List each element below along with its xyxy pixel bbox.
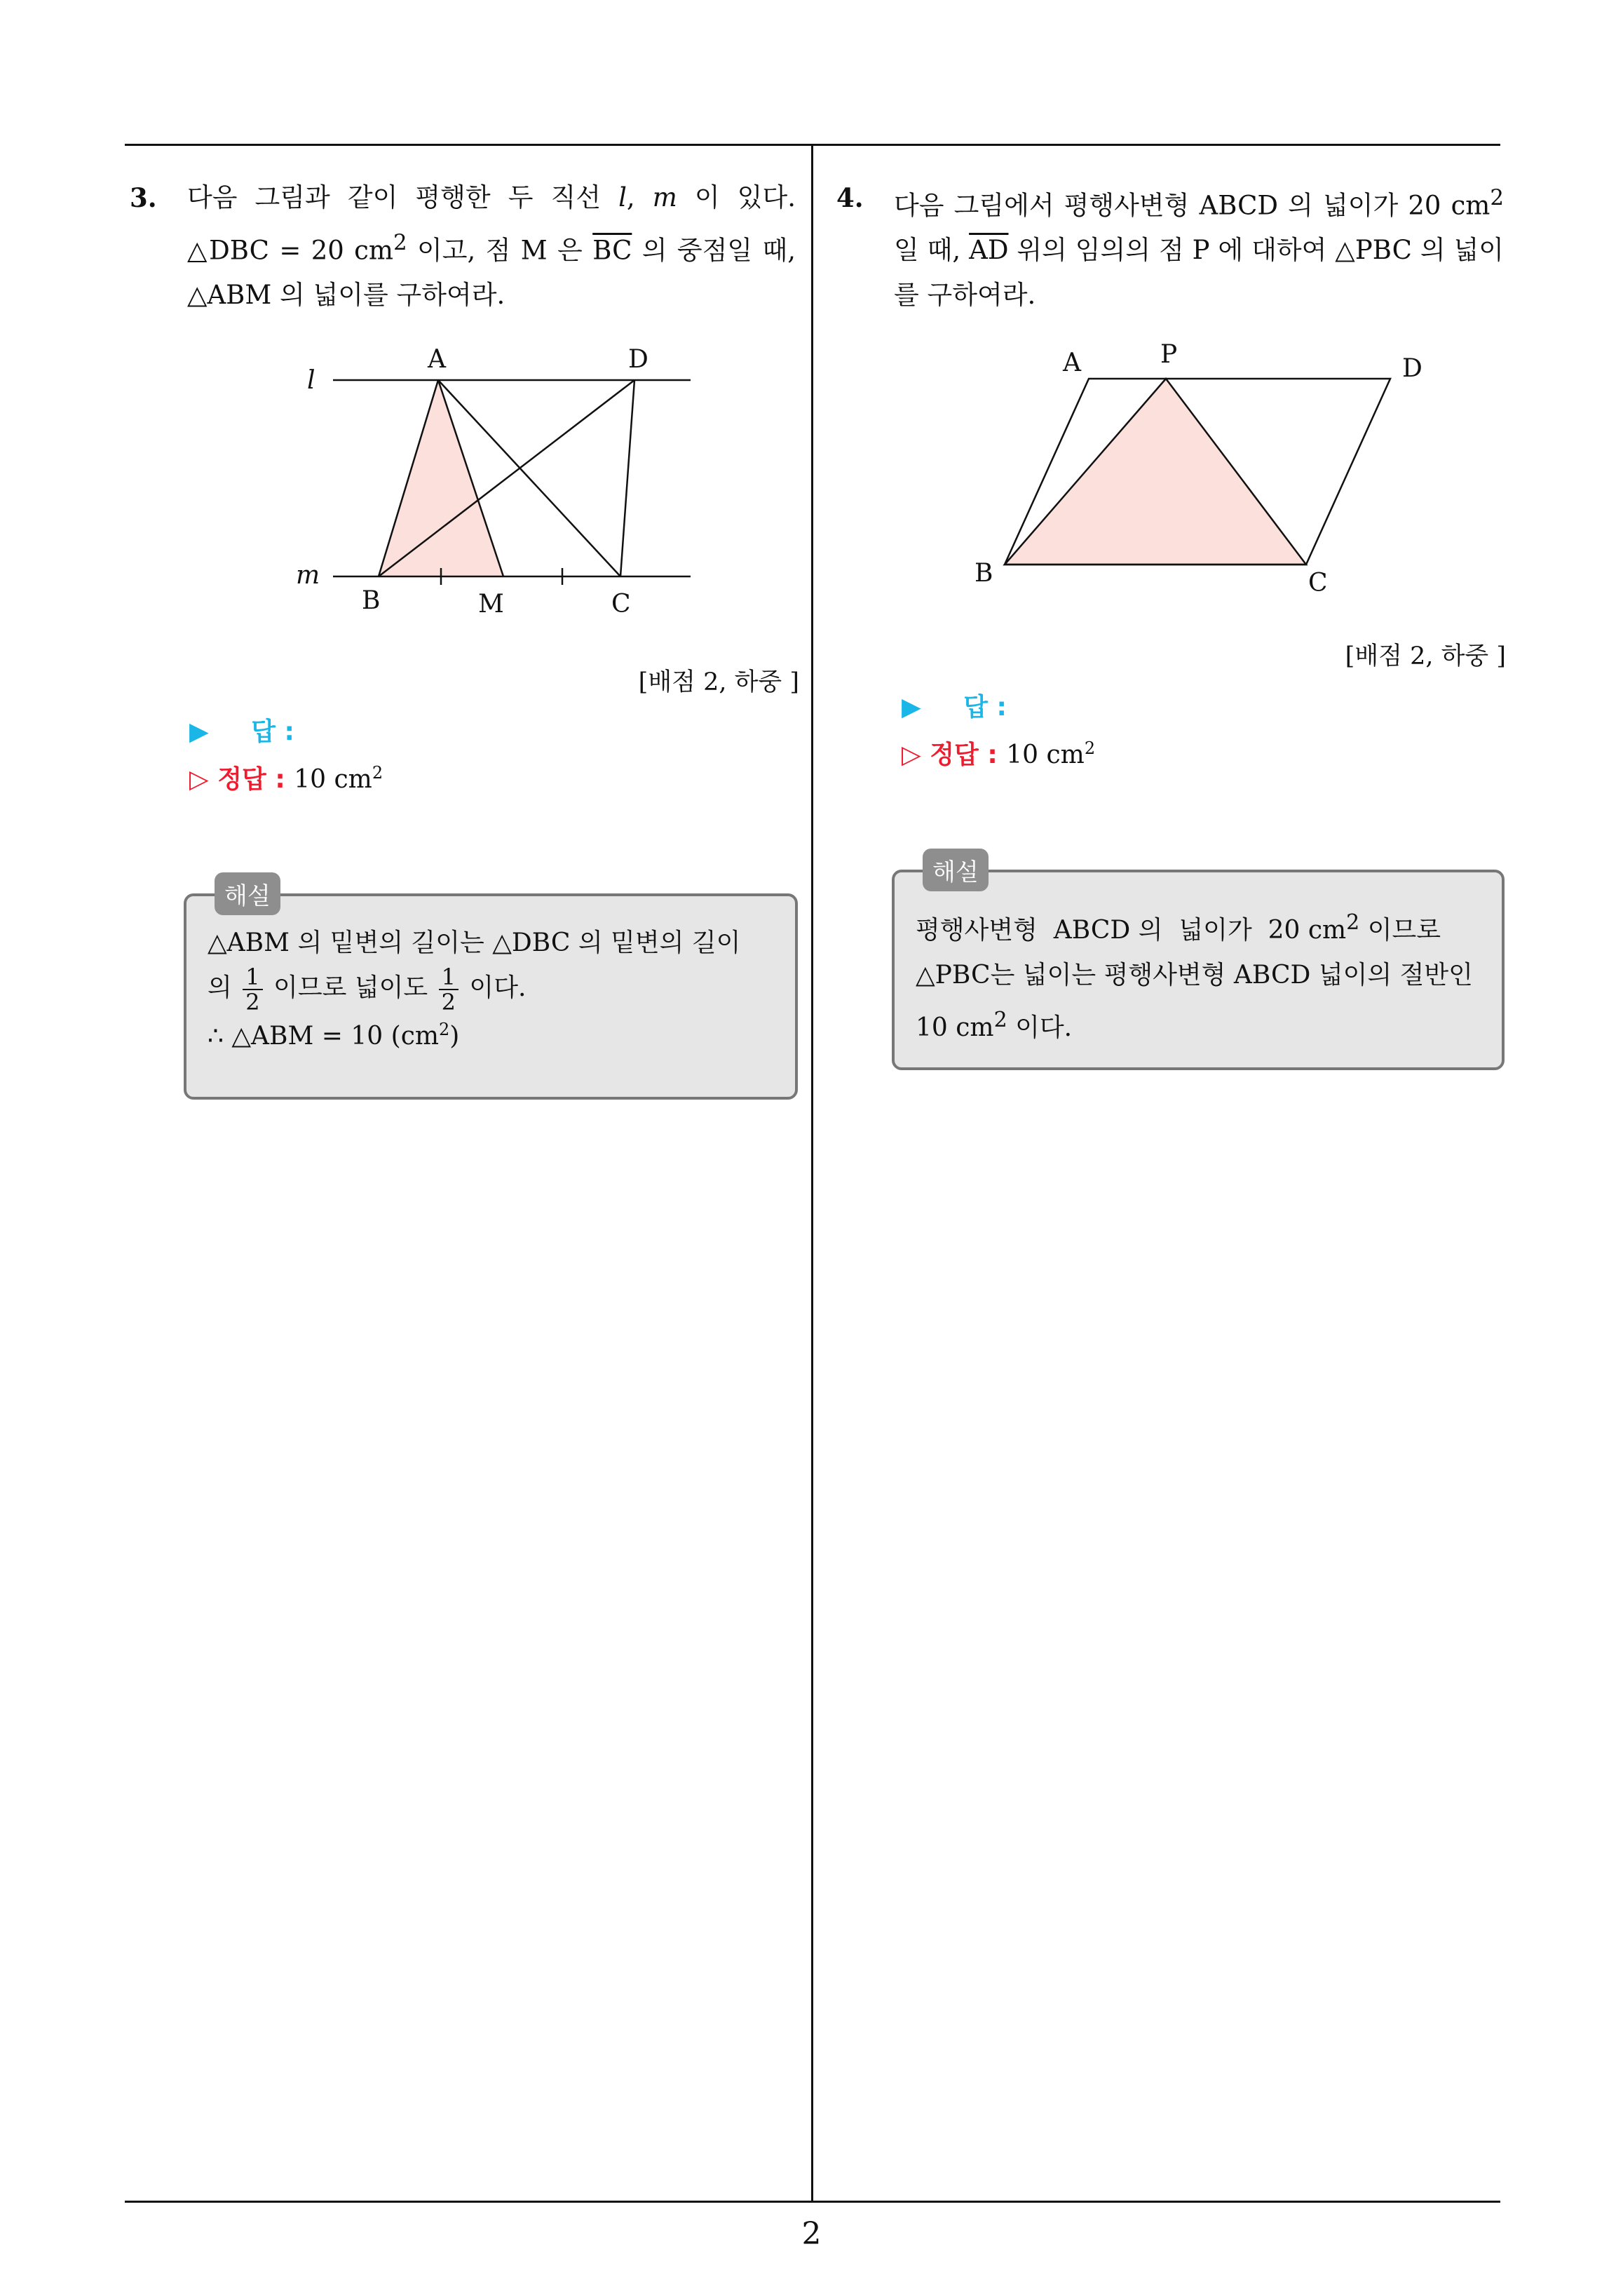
question-3-meta: [배점 2, 하중 ] [638,668,799,696]
outline-play-icon: ▷ [902,741,921,769]
correct-value: 10 $cm^2$ [294,763,383,794]
question-text: 다음 그림에서 평행사변형 ABCD 의 넓이가 20 $cm^2$ 일 때, $\overline{AD}$ 위의 임의의 점 P 에 대하여 △PBC 의 넓이를 구하여라. [894,185,1504,311]
segment-dc [620,380,634,576]
question-3-correct [189,759,383,795]
correct-value: 10 $cm^2$ [1006,738,1096,769]
label-a: A [1063,349,1081,377]
shaded-triangle-abm [379,380,503,576]
bottom-rule [125,2201,1500,2203]
page-number: 2 [801,2216,822,2252]
solution-line-1: △ABM 의 밑변의 길이는 △DBC 의 밑변의 길이 [208,928,741,957]
solution-body [186,896,795,1067]
outline-play-icon: ▷ [189,765,209,794]
question-4-correct [902,735,1095,771]
shaded-triangle-pbc [1005,379,1306,565]
label-a: A [428,345,446,374]
question-3 [130,175,796,318]
question-text: 다음 그림과 같이 평행한 두 직선 l, m 이 있다. △DBC = 20 $cm^2$ 이고, 점 M 은 $\overline{BC}$ 의 중점일 때, △ABM 의 넓이를 구하여라. [187,182,796,311]
question-4-solution [892,858,1505,1070]
label-b: B [975,559,993,588]
answer-label: 답 : [963,693,1007,722]
solution-tag: 해설 [923,849,989,891]
question-4-meta: [배점 2, 하중 ] [1345,642,1506,670]
label-b: B [362,586,381,615]
question-4-answer [902,687,1007,723]
label-c: C [1308,569,1328,597]
question-3-answer [189,712,294,748]
play-icon: ▶ [189,717,209,746]
correct-label: 정답 : [217,765,285,794]
play-icon: ▶ [902,693,921,722]
figure-q4 [967,340,1472,609]
question-number: 4. [836,182,864,213]
label-c: C [611,590,631,619]
solution-tag: 해설 [215,872,280,915]
label-d: D [1402,354,1422,383]
fraction-half: $\frac{1}{2}$ [243,965,262,1014]
solution-line-3: ∴ △ABM = 10 $(cm^2)$ [208,1020,460,1051]
label-m: m [296,561,320,590]
answer-label: 답 : [251,717,294,746]
solution-body: 평행사변형 ABCD 의 넓이가 20 $cm^2$ 이므로 △PBC는 넓이는 평행사변형 ABCD 넓이의 절반인 10 $cm^2$ 이다. [916,910,1473,1042]
label-m-point: M [478,590,504,619]
question-3-solution [184,882,798,1100]
question-4 [836,175,1504,318]
column-divider [811,144,813,2202]
label-p: P [1160,340,1178,369]
solution-line-2: 의 $\frac{1}{2}$ 이므로 넓이도 $\frac{1}{2}$ 이다. [208,964,527,1015]
fraction-half: $\frac{1}{2}$ [439,965,459,1014]
label-d: D [628,345,648,374]
question-number: 3. [130,182,157,213]
figure-q3 [280,337,715,634]
correct-label: 정답 : [930,741,998,769]
label-l: l [307,366,315,395]
